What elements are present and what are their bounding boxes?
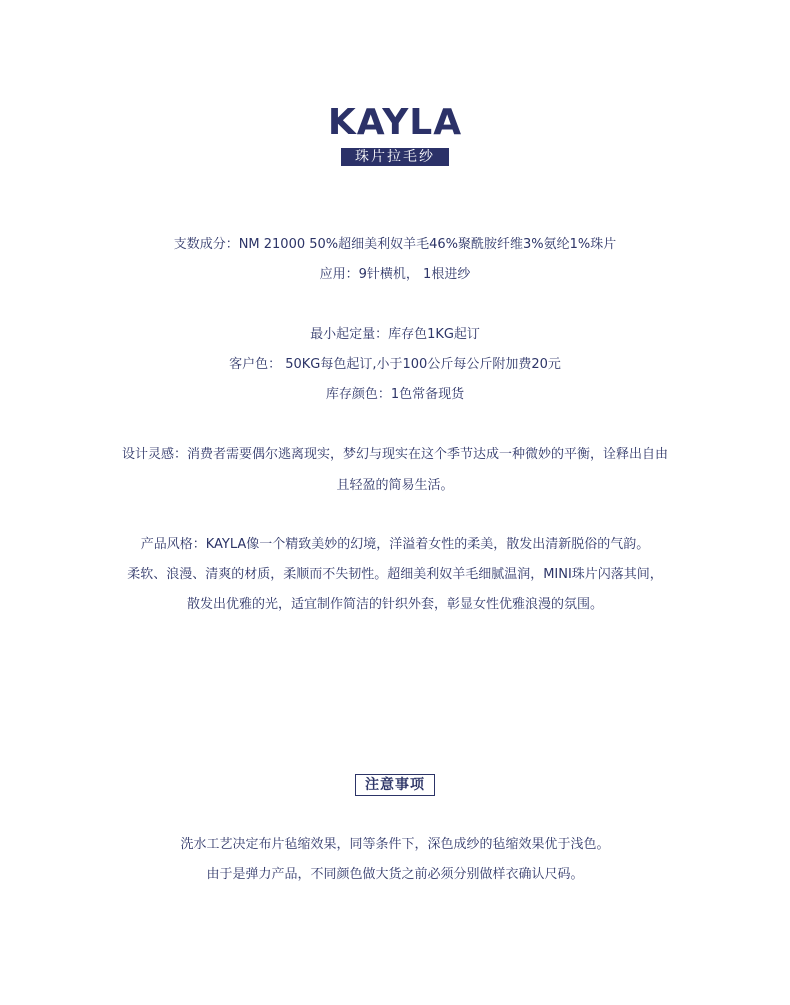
notice-title-box: 注意事项 <box>355 774 435 796</box>
composition-text: 支数成分：NM 21000 50%超细美利奴羊毛46%聚酰胺纤维3%氨纶1%珠片 <box>173 237 617 252</box>
notice-container <box>0 774 790 796</box>
style-line-3: 散发出优雅的光，适宜制作简洁的针织外套，彰显女性优雅浪漫的氛围。 <box>186 597 603 612</box>
inspiration-line-1: 设计灵感：消费者需要偶尔逃离现实，梦幻与现实在这个季节达成一种微妙的平衡，诠释出自由 <box>121 447 668 462</box>
inspiration-line-2: 且轻盈的简易生活。 <box>336 478 454 493</box>
subtitle-container <box>0 146 790 166</box>
brand-title: KAYLA <box>327 102 463 143</box>
moq-text: 最小起定量：库存色1KG起订 <box>310 327 480 342</box>
style-line-2: 柔软、浪漫、清爽的材质，柔顺而不失韧性。超细美利奴羊毛细腻温润，MINI珠片闪落其间， <box>127 567 663 582</box>
custom-color-text: 客户色： 50KG每色起订,小于100公斤每公斤附加费20元 <box>229 357 561 372</box>
notice-line-2: 由于是弹力产品，不同颜色做大货之前必须分别做样衣确认尺码。 <box>206 867 584 882</box>
notice-line-1: 洗水工艺决定布片毡缩效果，同等条件下，深色成纱的毡缩效果优于浅色。 <box>180 837 610 852</box>
application-text: 应用：9针横机， 1根进纱 <box>319 267 471 282</box>
product-subtitle-badge: 珠片拉毛纱 <box>341 148 449 166</box>
style-line-1: 产品风格：KAYLA像一个精致美妙的幻境，洋溢着女性的柔美，散发出清新脱俗的气韵。 <box>140 537 650 552</box>
stock-colors-text: 库存颜色：1色常备现货 <box>325 387 465 402</box>
